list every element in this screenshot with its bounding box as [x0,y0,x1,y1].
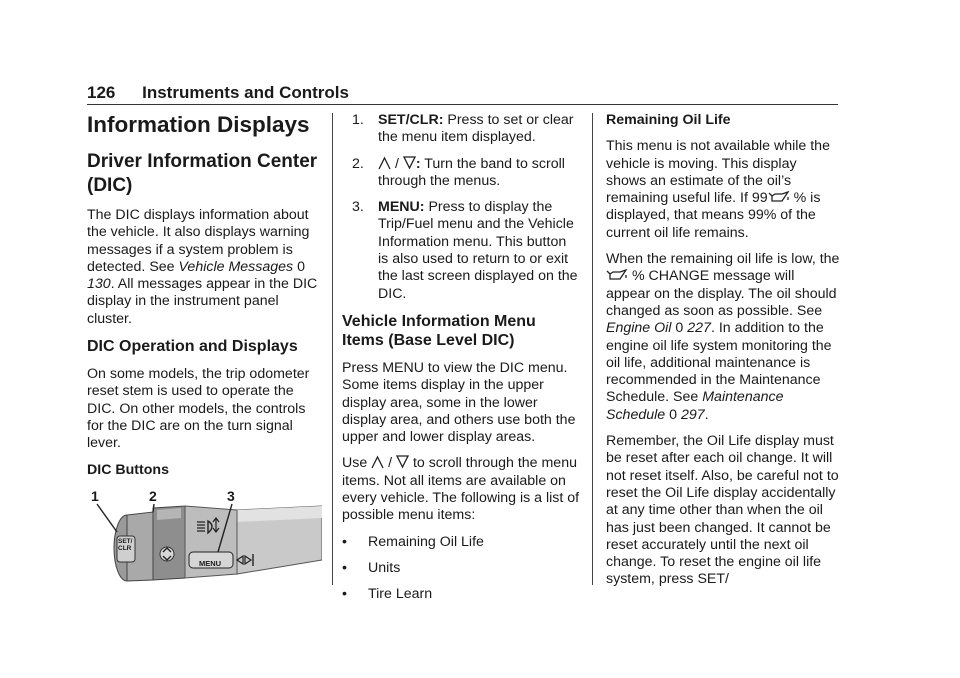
slash-separator: / [384,455,396,472]
oil-life-text: This menu is not available while the vehicle is moving. This display shows an estimate of the oil’s remaining useful life. If 99 [606,138,830,207]
vehicle-info-menu-heading: Vehicle Information Menu Items (Base Level DIC) [342,312,536,349]
maintenance-text: . In addition to the engine oil life system monitoring the oil life, additional maintenance is recommended in the Maintenance Schedule. See [606,320,832,406]
dic-buttons-heading: DIC Buttons [87,461,169,478]
list-item [342,560,580,577]
dic-heading: Driver Information Center (DIC) [87,151,318,196]
list-item-menu [342,199,580,303]
column-divider-1 [332,113,333,585]
column-2 [342,112,580,613]
period: . [704,406,709,423]
slash-separator: / [391,155,403,172]
bullet: • [342,586,347,603]
band-text: Turn the band to scroll through the menus. [378,155,565,189]
maintenance-schedule-page[interactable]: 297 [680,406,705,423]
oil-life-paragraph-1 [606,138,840,242]
dic-buttons-figure [87,488,322,590]
vehicle-messages-page[interactable]: 130 [87,276,111,293]
oil-low-text: When the remaining oil life is low, the [606,251,840,268]
dic-intro-text: The DIC displays information about the vehicle. It also displays warning messages if a system problem is detected. See [87,207,310,275]
callout-1-label: 1 [91,487,99,504]
scroll-up-icon [371,455,384,469]
set-clr-label-line2: CLR [118,544,132,552]
set-clr-button-label [118,538,132,552]
menu-label: MENU: [378,199,425,216]
colon: : [415,155,421,172]
oil-life-paragraph-3: Remember, the Oil Life display must be reset after each oil change. It will not reset itself. Also, be careful not to reset the Oil Life display accidentally at any time other than when the oil has just been changed. It cannot be reset accurately until the next oil change. To reset the engine oil life system, press SET/ [606,433,839,588]
oil-life-paragraph-2 [606,251,840,424]
oil-change-text: % CHANGE message will appear on the display. The oil should changed as soon as possible. See [606,268,837,319]
set-clr-text: Press to set or clear the menu item displayed. [378,112,574,146]
scroll-down-icon [396,455,409,469]
maintenance-schedule-link[interactable]: Maintenance Schedule [606,389,784,423]
oil-can-icon [606,268,628,282]
page-ref-arrow-icon: 0 [669,406,678,423]
vehicle-messages-link[interactable]: Vehicle Messages [178,258,294,275]
page-number: 126 [87,83,116,102]
menu-items-list [342,534,580,604]
bullet: • [342,559,347,576]
oil-can-icon [768,190,790,204]
column-3 [606,112,840,598]
set-clr-label-line1: SET/ [118,537,133,545]
scroll-down-icon [403,156,416,170]
callout-3-label: 3 [227,487,235,504]
list-item-text: Remaining Oil Life [368,533,484,550]
header-rule [87,104,838,105]
list-number: 1. [352,112,364,128]
list-number: 2. [352,155,364,172]
list-item-set-clr [342,112,580,147]
section-title: Instruments and Controls [142,83,349,102]
column-divider-2 [592,113,593,585]
set-clr-label: SET/CLR: [378,112,444,128]
list-item [342,586,580,603]
scroll-text: to scroll through the menu items. Not all items are available on every vehicle. The following is a list of possible menu items: [342,455,580,524]
engine-oil-page[interactable]: 227 [687,320,711,337]
vehicle-info-paragraph-2 [342,455,580,524]
page-ref-arrow-icon: 0 [675,320,684,337]
callout-2-label: 2 [149,487,157,504]
column-1 [87,112,322,590]
vehicle-info-paragraph-1: Press MENU to view the DIC menu. Some items display in the upper display area, some in the lower display area, and others use both the upper and lower display areas. [342,359,576,446]
dic-intro-paragraph [87,207,322,328]
list-item-text: Units [368,559,401,576]
use-text: Use [342,455,372,472]
oil-life-text-end: % is displayed, that means 99% of the current oil life remains. [606,190,821,241]
dic-operation-paragraph: On some models, the trip odometer reset stem is used to operate the DIC. On other models, the controls for the DIC are on the turn signal lever. [87,366,310,452]
dic-operation-heading: DIC Operation and Displays [87,338,298,356]
engine-oil-link[interactable]: Engine Oil [606,320,672,337]
list-item-band [342,156,580,191]
menu-text: Press to display the Trip/Fuel menu and the Vehicle Information menu. This button is also used to return to or exit the last screen displayed on the DIC. [378,199,578,302]
bullet: • [342,533,347,550]
page-ref-arrow-icon: 0 [297,258,305,275]
dic-buttons-list [342,112,580,303]
list-item [342,534,580,551]
page-title: Information Displays [87,112,310,137]
scroll-up-icon [378,156,391,170]
remaining-oil-life-heading: Remaining Oil Life [606,112,731,128]
menu-button-label: MENU [199,558,222,568]
list-item-text: Tire Learn [368,586,433,603]
dic-intro-text-end: . All messages appear in the DIC display in the instrument panel cluster. [87,276,318,327]
list-number: 3. [352,199,364,216]
page-header [87,83,349,103]
